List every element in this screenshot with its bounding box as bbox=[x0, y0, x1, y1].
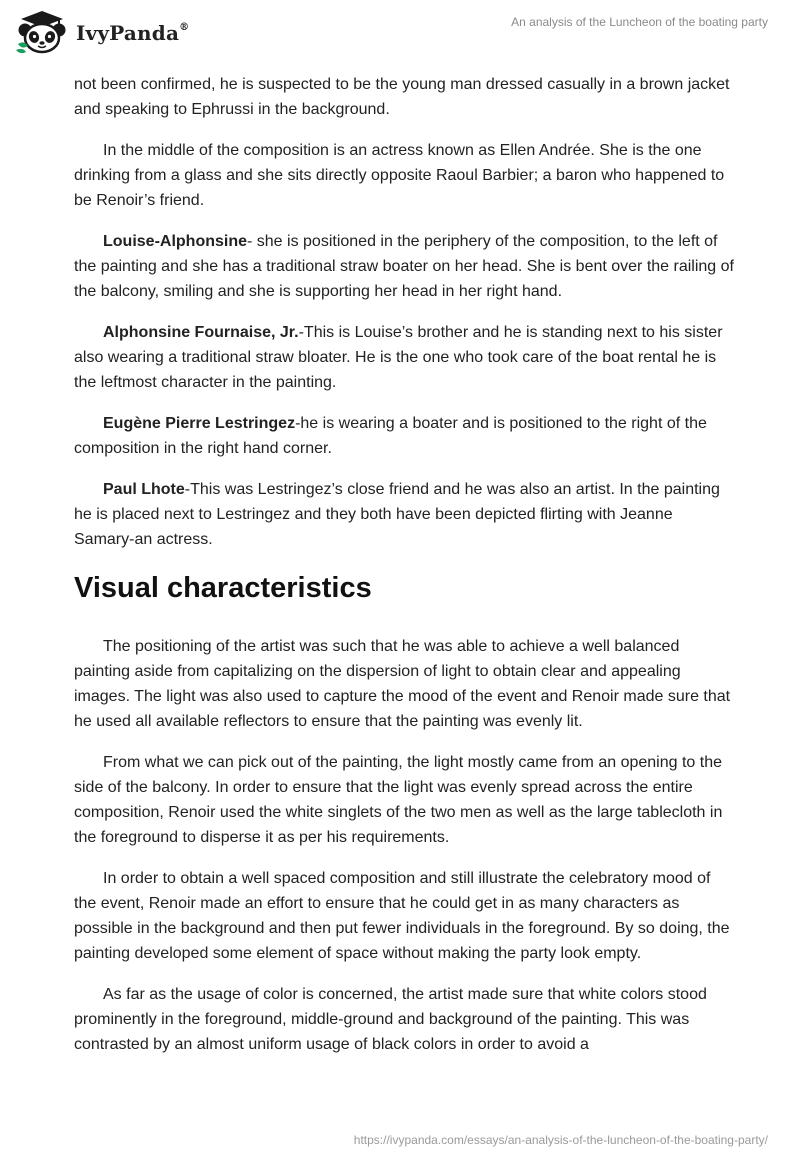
brand-name: IvyPanda® bbox=[76, 21, 190, 45]
paragraph: The positioning of the artist was such that he was able to achieve a well balanced painting aside from capitalizing on the dispersion of light to obtain clear and appealing images. The light was also used to capture the mood of the event and Renoir made sure that he used all available reflectors to ensure that the painting was evenly lit. bbox=[74, 638, 731, 730]
paragraph: In the middle of the composition is an actress known as Ellen Andrée. She is the one drinking from a glass and she sits directly opposite Raoul Barbier; a baron who happened to be Renoir’s friend. bbox=[74, 142, 725, 209]
page-header bbox=[0, 0, 800, 64]
paragraph-text: -This was Lestringez’s close friend and he was also an artist. In the painting he is placed next to Lestringez and they both have been depicted flirting with Jeanne Samary-an actress. bbox=[74, 481, 720, 548]
paragraph: As far as the usage of color is concerned, the artist made sure that white colors stood prominently in the foreground, middle-ground and background of the painting. This was contrasted by an almost uniform usage of black colors in order to avoid a bbox=[74, 986, 707, 1053]
paragraph: From what we can pick out of the painting, the light mostly came from an opening to the side of the balcony. In order to ensure that the light was evenly spread across the entire composition, Renoir used the white singlets of the two men as well as the large tablecloth in the foreground to disperse it as per his requirements. bbox=[74, 754, 723, 846]
paragraph: not been confirmed, he is suspected to be the young man dressed casually in a brown jacket and speaking to Ephrussi in the background. bbox=[74, 76, 730, 118]
character-name: Eugène Pierre Lestringez bbox=[103, 415, 296, 432]
essay-body bbox=[74, 72, 734, 1073]
paragraph bbox=[74, 229, 734, 304]
paragraph bbox=[74, 477, 734, 552]
paragraph-text: -This is Louise’s brother and he is standing next to his sister also wearing a traditional straw bloater. He is the one who took care of the boat rental he is the leftmost character in the painting. bbox=[74, 324, 723, 391]
document-title: An analysis of the Luncheon of the boating party bbox=[511, 15, 768, 29]
section-heading: Visual characteristics bbox=[74, 572, 372, 604]
ivypanda-logo[interactable] bbox=[14, 10, 189, 54]
paragraph-text: -he is wearing a boater and is positioned to the right of the composition in the right hand corner. bbox=[74, 415, 707, 457]
source-url[interactable]: https://ivypanda.com/essays/an-analysis-of-the-luncheon-of-the-boating-party/ bbox=[353, 1133, 768, 1147]
registered-mark: ® bbox=[179, 22, 190, 34]
character-name: Paul Lhote bbox=[103, 481, 185, 498]
paragraph-text: - she is positioned in the periphery of the composition, to the left of the painting and she has a traditional straw boater on her head. She is bent over the railing of the balcony, smiling and she is supporting her head in her right hand. bbox=[74, 233, 734, 300]
paragraph bbox=[74, 411, 734, 461]
character-name: Alphonsine Fournaise, Jr. bbox=[103, 324, 299, 341]
paragraph: In order to obtain a well spaced composition and still illustrate the celebratory mood of the event, Renoir made an effort to ensure that he could get in as many characters as possible in the background and then put fewer individuals in the foreground. By so doing, the painting developed some element of space without making the party look empty. bbox=[74, 870, 730, 962]
character-name: Louise-Alphonsine bbox=[103, 233, 247, 250]
panda-graduate-icon bbox=[14, 10, 70, 54]
paragraph bbox=[74, 320, 734, 395]
